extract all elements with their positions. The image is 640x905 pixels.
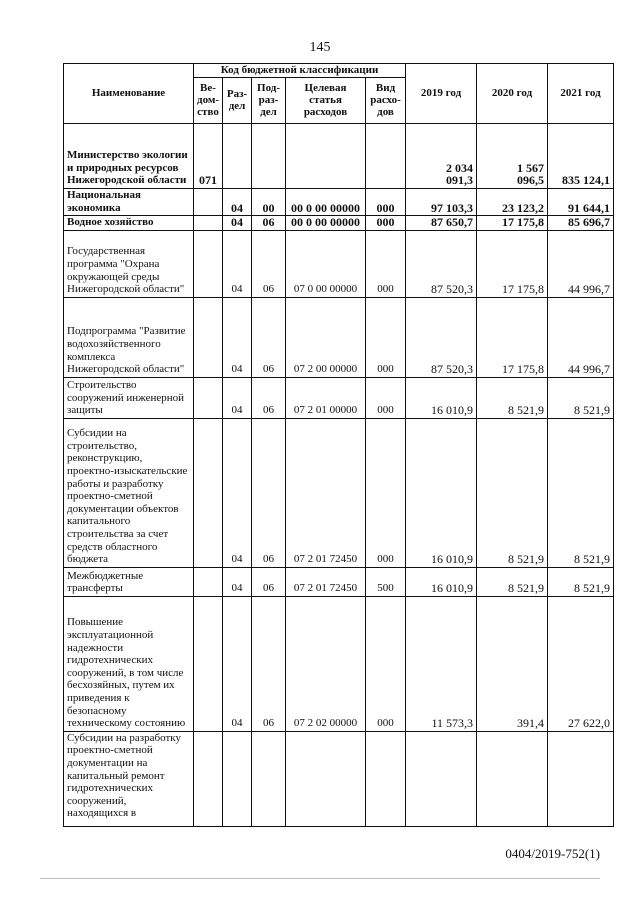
row-pr: 06 [252, 216, 286, 231]
row-2021: 8 521,9 [548, 377, 614, 418]
row-2019: 16 010,9 [406, 377, 477, 418]
table-row [64, 567, 614, 596]
row-rz: 04 [223, 230, 252, 297]
row-name: Межбюджетные трансферты [64, 567, 194, 596]
row-name: Национальная экономика [64, 189, 194, 216]
row-rz: 04 [223, 189, 252, 216]
row-2021: 8 521,9 [548, 567, 614, 596]
row-2019 [406, 731, 477, 826]
table-row [64, 418, 614, 567]
header-name: Наименование [64, 64, 194, 124]
row-2019: 87 520,3 [406, 297, 477, 377]
row-2021: 27 622,0 [548, 596, 614, 731]
row-name: Повышение эксплуатационной надежности гидротехнических сооружений, в том числе бесхозяйных, путем их приведения к безопасному техническому состоянию [64, 596, 194, 731]
row-2019: 16 010,9 [406, 418, 477, 567]
header-razdel: Раз- дел [223, 78, 252, 124]
row-vr: 000 [366, 189, 406, 216]
row-ved: 071 [194, 124, 223, 189]
table-row [64, 596, 614, 731]
page-number: 145 [309, 40, 331, 55]
row-2021: 91 644,1 [548, 189, 614, 216]
row-2020: 8 521,9 [477, 567, 548, 596]
row-ved [194, 567, 223, 596]
header-podrazdel: Под- раз- дел [252, 78, 286, 124]
document-id: 0404/2019-752(1) [505, 846, 600, 861]
header-code-group: Код бюджетной классификации [194, 64, 406, 78]
row-vr: 000 [366, 216, 406, 231]
row-vr [366, 124, 406, 189]
row-cs: 07 2 01 00000 [286, 377, 366, 418]
row-name: Министерство экологии и природных ресурсов Нижегородской области [64, 124, 194, 189]
row-2020: 1 567 096,5 [477, 124, 548, 189]
table-row [64, 297, 614, 377]
row-pr: 06 [252, 418, 286, 567]
row-rz: 04 [223, 377, 252, 418]
row-cs [286, 124, 366, 189]
row-rz: 04 [223, 216, 252, 231]
row-vr: 000 [366, 418, 406, 567]
row-vr: 000 [366, 230, 406, 297]
row-2020: 17 175,8 [477, 216, 548, 231]
row-ved [194, 216, 223, 231]
row-2021 [548, 731, 614, 826]
row-cs: 00 0 00 00000 [286, 189, 366, 216]
row-2020 [477, 731, 548, 826]
row-2019: 97 103,3 [406, 189, 477, 216]
table-row [64, 731, 614, 826]
row-rz: 04 [223, 297, 252, 377]
row-2020: 8 521,9 [477, 418, 548, 567]
header-vid: Вид расхо- дов [366, 78, 406, 124]
row-name: Субсидии на разработку проектно-сметной документации на капитальный ремонт гидротехнических сооружений, находящихся в [64, 731, 194, 826]
row-2021: 85 696,7 [548, 216, 614, 231]
row-ved [194, 230, 223, 297]
row-pr: 06 [252, 377, 286, 418]
row-rz: 04 [223, 596, 252, 731]
row-2021: 44 996,7 [548, 297, 614, 377]
row-cs: 07 2 02 00000 [286, 596, 366, 731]
row-2020: 391,4 [477, 596, 548, 731]
row-pr: 06 [252, 567, 286, 596]
header-tselevaya: Целевая статья расходов [286, 78, 366, 124]
table-row [64, 189, 614, 216]
row-2019: 87 520,3 [406, 230, 477, 297]
row-2020: 17 175,8 [477, 230, 548, 297]
row-ved [194, 297, 223, 377]
row-2019: 2 034 091,3 [406, 124, 477, 189]
row-2020: 17 175,8 [477, 297, 548, 377]
row-pr [252, 731, 286, 826]
row-2019: 87 650,7 [406, 216, 477, 231]
row-ved [194, 418, 223, 567]
row-2021: 8 521,9 [548, 418, 614, 567]
header-2021: 2021 год [548, 64, 614, 124]
row-pr: 06 [252, 297, 286, 377]
row-2021: 835 124,1 [548, 124, 614, 189]
row-name: Субсидии на строительство, реконструкцию, проектно-изыскательские работы и разработку проектно-сметной документации объектов капитального строительства за счет средств областного бюджета [64, 418, 194, 567]
row-ved [194, 596, 223, 731]
row-cs [286, 731, 366, 826]
row-name: Водное хозяйство [64, 216, 194, 231]
row-name: Подпрограмма "Развитие водохозяйственного комплекса Нижегородской области" [64, 297, 194, 377]
row-vr [366, 731, 406, 826]
row-2020: 8 521,9 [477, 377, 548, 418]
row-ved [194, 189, 223, 216]
budget-table [63, 63, 614, 827]
row-rz: 04 [223, 418, 252, 567]
row-ved [194, 377, 223, 418]
row-cs: 07 2 01 72450 [286, 418, 366, 567]
row-vr: 000 [366, 596, 406, 731]
row-name: Государственная программа "Охрана окружающей среды Нижегородской области" [64, 230, 194, 297]
table-row [64, 377, 614, 418]
row-rz [223, 731, 252, 826]
row-vr: 000 [366, 297, 406, 377]
header-2020: 2020 год [477, 64, 548, 124]
row-name: Строительство сооружений инженерной защиты [64, 377, 194, 418]
table-row [64, 216, 614, 231]
row-cs: 00 0 00 00000 [286, 216, 366, 231]
bottom-rule [40, 878, 600, 879]
row-pr: 06 [252, 230, 286, 297]
row-vr: 000 [366, 377, 406, 418]
row-2019: 16 010,9 [406, 567, 477, 596]
row-pr: 00 [252, 189, 286, 216]
row-rz [223, 124, 252, 189]
row-ved [194, 731, 223, 826]
row-2021: 44 996,7 [548, 230, 614, 297]
row-cs: 07 2 01 72450 [286, 567, 366, 596]
row-cs: 07 2 00 00000 [286, 297, 366, 377]
row-2020: 23 123,2 [477, 189, 548, 216]
row-rz: 04 [223, 567, 252, 596]
table-row [64, 230, 614, 297]
header-2019: 2019 год [406, 64, 477, 124]
row-2019: 11 573,3 [406, 596, 477, 731]
table-row [64, 124, 614, 189]
row-pr [252, 124, 286, 189]
row-vr: 500 [366, 567, 406, 596]
row-pr: 06 [252, 596, 286, 731]
row-cs: 07 0 00 00000 [286, 230, 366, 297]
header-vedomstvo: Ве- дом- ство [194, 78, 223, 124]
